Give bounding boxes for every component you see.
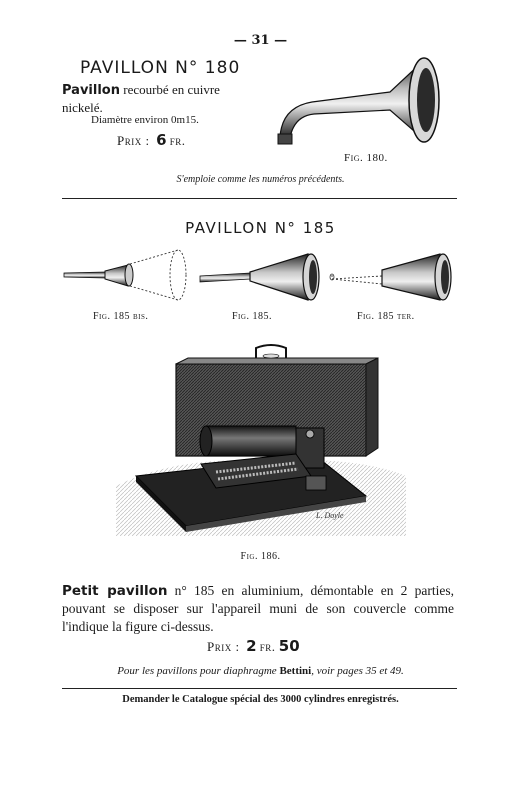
section-185-price <box>207 637 300 655</box>
divider-1 <box>62 198 457 199</box>
price-unit: fr. <box>169 133 186 148</box>
page-number: — 31 — <box>233 33 288 48</box>
bettini-note <box>0 665 521 677</box>
section-180-note: S'emploie comme les numéros précédents. <box>176 174 345 185</box>
footer-catalogue-note: Demander le Catalogue spécial des 3000 cylindres enregistrés. <box>122 694 399 705</box>
bettini-note-pre: Pour les pavillons pour diaphragme <box>117 665 280 677</box>
fig-185-caption: Fig. 185. <box>232 311 272 322</box>
horn-180-illustration <box>272 52 452 152</box>
price-value: 2 <box>246 637 257 655</box>
horn-185-ter <box>330 254 451 300</box>
divider-2 <box>62 688 457 689</box>
section-180-desc-rest: recourbé en cuivre nickelé. <box>62 82 220 115</box>
section-180-title: PAVILLON N° 180 <box>80 58 241 78</box>
section-185-desc-bold: Petit pavillon <box>62 583 168 599</box>
horn-185 <box>200 254 319 300</box>
price-label: Prix : <box>117 133 150 148</box>
section-185-description <box>62 582 454 636</box>
horns-185-illustration <box>60 246 460 308</box>
phonograph-186-illustration <box>116 336 406 536</box>
fig-185-ter-caption: Fig. 185 ter. <box>357 311 415 322</box>
phonograph-mechanism <box>200 426 326 490</box>
section-185-title: PAVILLON N° 185 <box>185 219 336 237</box>
price-unit: fr. <box>259 639 276 654</box>
fig-185-bis-caption: Fig. 185 bis. <box>93 311 149 322</box>
horn-185-bis <box>64 250 186 300</box>
section-180-desc-bold: Pavillon <box>62 83 120 98</box>
section-185-desc-rest: n° 185 en aluminium, démontable en 2 parties, pouvant se disposer sur l'appareil muni de son couvercle comme l'indique la figure ci-dessus. <box>62 583 454 634</box>
section-180-price <box>117 131 186 149</box>
engraver-signature: L. Doyle <box>316 511 344 520</box>
bettini-note-bold: Bettini <box>279 665 312 677</box>
price-cents: 50 <box>278 637 300 655</box>
price-label: Prix : <box>207 639 240 654</box>
section-180-description <box>62 81 262 116</box>
price-value: 6 <box>156 131 167 149</box>
fig-186-caption: Fig. 186. <box>240 551 281 562</box>
fig-180-caption: Fig. 180. <box>344 152 388 164</box>
section-180-diameter: Diamètre environ 0m15. <box>91 114 199 126</box>
bettini-note-post: , voir pages 35 et 49. <box>311 665 404 677</box>
